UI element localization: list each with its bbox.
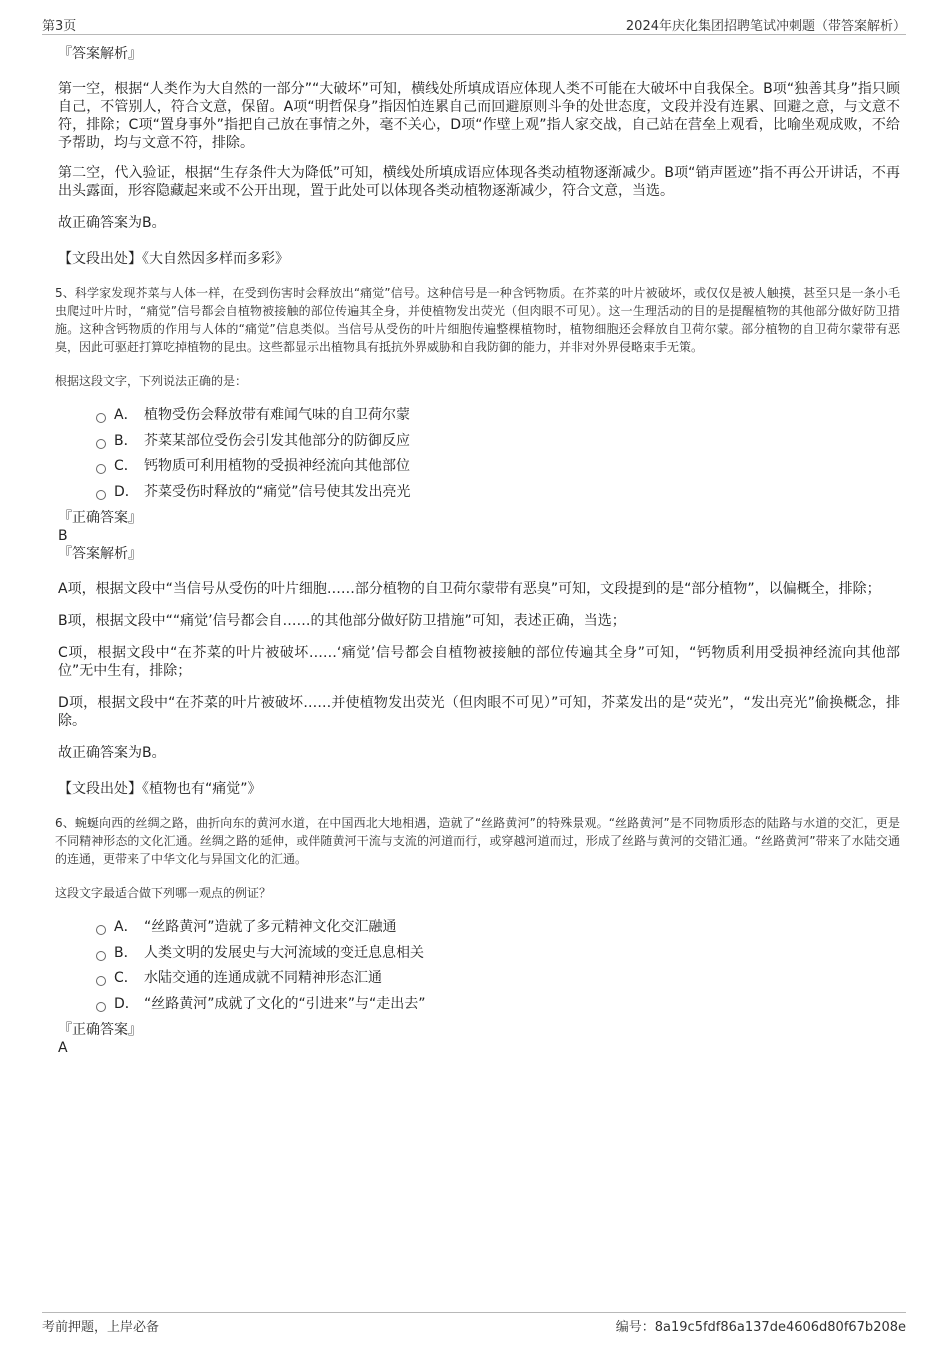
footer-slogan: 考前押题，上岸必备 — [42, 1320, 160, 1335]
q4-conclusion: 故正确答案为B。 — [58, 215, 166, 231]
option-letter: A． — [114, 407, 138, 423]
q5-option-d[interactable] — [96, 483, 900, 509]
q6-option-a[interactable] — [96, 918, 900, 944]
option-text: 人类文明的发展史与大河流域的变迁息息相关 — [144, 944, 424, 961]
q4-analysis-para-1: 第一空，根据“人类作为大自然的一部分”“大破坏”可知，横线处所填成语应体现人类不可能在大破坏中自我保全。B项“独善其身”指只顾自己，不管别人，符合文意，保留。A项“明哲保身”指因怕连累自己而回避原则斗争的处世态度，文段并没有连累、回避之意，与文意不符，排除；C项“置身事外”指把自己放在事情之外，毫不关心，D项“作壁上观”指人家交战，自己站在营垒上观看，比喻坐观成败，不给予帮助，均与文意不符，排除。 — [58, 81, 900, 151]
radio-icon[interactable] — [96, 490, 106, 500]
q5-conclusion: 故正确答案为B。 — [58, 745, 166, 761]
radio-icon[interactable] — [96, 976, 106, 986]
q6-answer: A — [58, 1040, 68, 1056]
q4-analysis-label: 『答案解析』 — [58, 46, 142, 62]
page-content — [55, 44, 900, 1056]
option-letter: C． — [114, 970, 138, 986]
q5-question-text: 5、科学家发现芥菜与人体一样，在受到伤害时会释放出“痛觉”信号。这种信号是一种含钙物质。在芥菜的叶片被破坏，或仅仅是被人触摸，甚至只是一条小毛虫爬过叶片时，“痛觉”信号都会自植物被接触的部位传遍其全身，并使植物发出荧光（但肉眼不可见）。这一生理活动的目的是提醒植物的其他部分做好防卫措施。这种含钙物质的作用与人体的“痛觉”信息类似。当信号从受伤的叶片细胞传遍整棵植物时，植物细胞还会释放自卫荷尔蒙。部分植物的自卫荷尔蒙带有恶臭，因此可驱赶打算吃掉植物的昆虫。这些都显示出植物具有抵抗外界威胁和自我防御的能力，并非对外界侵略束手无策。 — [55, 286, 900, 354]
document-title: 2024年庆化集团招聘笔试冲刺题（带答案解析） — [625, 19, 906, 34]
page-footer — [42, 1312, 906, 1335]
q5-answer: B — [58, 528, 68, 544]
radio-icon[interactable] — [96, 413, 106, 423]
document-code — [616, 1316, 906, 1335]
q6-correct-label: 『正确答案』 — [58, 1022, 142, 1038]
q6-option-d[interactable] — [96, 995, 900, 1021]
q5-analysis-d: D项，根据文段中“在芥菜的叶片被破坏……并使植物发出荧光（但肉眼不可见）”可知，芥菜发出的是“荧光”，“发出亮光”偷换概念，排除。 — [58, 695, 900, 729]
option-text: 水陆交通的连通成就不同精神形态汇通 — [144, 970, 382, 986]
code-value: 8a19c5fdf86a137de4606d80f67b208e — [654, 1320, 906, 1335]
q5-option-b[interactable] — [96, 432, 900, 458]
option-text: 芥菜某部位受伤会引发其他部分的防御反应 — [144, 432, 410, 449]
q5-option-c[interactable] — [96, 457, 900, 483]
option-letter: D． — [114, 995, 139, 1012]
q4-source: 【文段出处】《大自然因多样而多彩》 — [58, 251, 289, 267]
radio-icon[interactable] — [96, 1002, 106, 1012]
q4-analysis-para-2: 第二空，代入验证，根据“生存条件大为降低”可知，横线处所填成语应体现各类动植物逐渐减少。B项“销声匿迹”指不再公开讲话，不再出头露面，形容隐藏起来或不公开出现，置于此处可以体现各类动植物逐渐减少，符合文意，当选。 — [58, 165, 900, 199]
code-label: 编号： — [615, 1320, 655, 1335]
radio-icon[interactable] — [96, 951, 106, 961]
q5-analysis-c: C项，根据文段中“在芥菜的叶片被破坏……‘痛觉’信号都会自植物被接触的部位传遍其全身”可知，“钙物质利用受损神经流向其他部位”无中生有，排除； — [58, 645, 900, 679]
option-letter: B． — [114, 944, 138, 961]
q5-analysis-a: A项，根据文段中“当信号从受伤的叶片细胞……部分植物的自卫荷尔蒙带有恶臭”可知，文段提到的是“部分植物”，以偏概全，排除； — [58, 581, 881, 597]
q6-options — [96, 918, 900, 1020]
option-letter: A． — [114, 919, 138, 935]
q5-prompt: 根据这段文字，下列说法正确的是： — [55, 374, 248, 388]
radio-icon[interactable] — [96, 464, 106, 474]
page-number: 第3页 — [42, 19, 77, 34]
q5-option-a[interactable] — [96, 406, 900, 432]
page-header — [42, 14, 906, 35]
q5-analysis-label: 『答案解析』 — [58, 546, 142, 562]
radio-icon[interactable] — [96, 925, 106, 935]
option-letter: C． — [114, 458, 138, 474]
q6-question-text: 6、蜿蜒向西的丝绸之路，曲折向东的黄河水道，在中国西北大地相遇，造就了“丝路黄河”的特殊景观。“丝路黄河”是不同物质形态的陆路与水道的交汇，更是不同精神形态的文化汇通。丝绸之路的延伸，或伴随黄河干流与支流的河道而行，或穿越河道而过，形成了丝路与黄河的交错汇通。“丝路黄河”带来了水陆交通的连通，更带来了中华文化与异国文化的汇通。 — [55, 816, 900, 866]
q6-option-c[interactable] — [96, 969, 900, 995]
option-text: “丝路黄河”成就了文化的“引进来”与“走出去” — [144, 995, 426, 1012]
q5-correct-label: 『正确答案』 — [58, 510, 142, 526]
radio-icon[interactable] — [96, 439, 106, 449]
q5-options — [96, 406, 900, 508]
q5-source: 【文段出处】《植物也有“痛觉”》 — [58, 781, 262, 797]
option-text: 芥菜受伤时释放的“痛觉”信号使其发出亮光 — [144, 483, 411, 500]
option-text: 植物受伤会释放带有难闻气味的自卫荷尔蒙 — [144, 407, 410, 423]
option-text: 钙物质可利用植物的受损神经流向其他部位 — [144, 458, 410, 474]
option-letter: B． — [114, 432, 138, 449]
q6-option-b[interactable] — [96, 944, 900, 970]
q5-analysis-b: B项，根据文段中““痛觉’信号都会自……的其他部分做好防卫措施”可知，表述正确，当选； — [58, 613, 626, 629]
q6-prompt: 这段文字最适合做下列哪一观点的例证？ — [55, 886, 272, 900]
option-text: “丝路黄河”造就了多元精神文化交汇融通 — [144, 919, 397, 935]
option-letter: D． — [114, 483, 139, 500]
